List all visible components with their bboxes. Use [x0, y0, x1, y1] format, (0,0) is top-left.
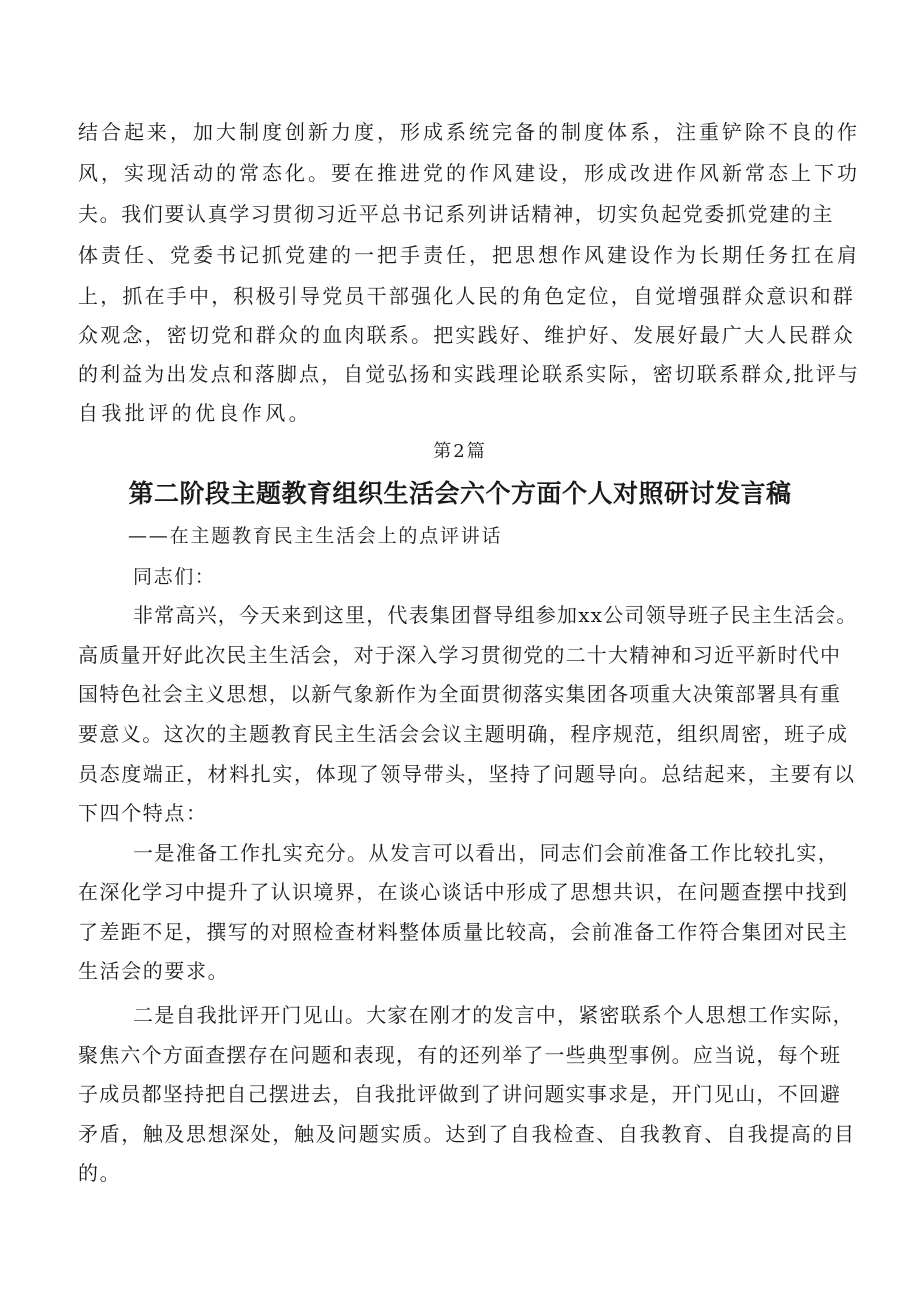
paragraph-3-line-4: 矛盾，触及思想深处，触及问题实质。达到了自我检查、自我教育、自我提高的目 — [78, 1122, 856, 1146]
document-title: 第二阶段主题教育组织生活会六个方面个人对照研讨发言稿 — [128, 479, 792, 508]
paragraph-1-line-5: 员态度端正，材料扎实，体现了领导带头，坚持了问题导向。总结起来，主要有以 — [78, 762, 856, 786]
continuation-line-2: 风，实现活动的常态化。要在推进党的作风建设，形成改进作风新常态上下功 — [78, 161, 860, 185]
continuation-line-5: 上，抓在手中，积极引导党员干部强化人民的角色定位，自觉增强群众意识和群 — [78, 284, 855, 308]
continuation-line-1: 结合起来，加大制度创新力度，形成系统完备的制度体系，注重铲除不良的作 — [78, 120, 860, 144]
document-subtitle: ——在主题教育民主生活会上的点评讲话 — [128, 525, 503, 547]
paragraph-2-line-2: 在深化学习中提升了认识境界，在谈心谈话中形成了思想共识，在问题查摆中找到 — [78, 880, 849, 904]
paragraph-3-line-1: 二是自我批评开门见山。大家在刚才的发言中，紧密联系个人思想工作实际， — [133, 1003, 854, 1027]
continuation-line-8: 自我批评的优良作风。 — [78, 401, 312, 425]
paragraph-3-line-5: 的。 — [78, 1161, 122, 1185]
paragraph-2-line-3: 了差距不足，撰写的对照检查材料整体质量比较高，会前准备工作符合集团对民主 — [78, 920, 849, 944]
continuation-line-6: 众观念，密切党和群众的血肉联系。把实践好、维护好、发展好最广大人民群众 — [78, 323, 855, 347]
continuation-line-3: 夫。我们要认真学习贯彻习近平总书记系列讲话精神，切实负起党委抓党建的主 — [78, 202, 834, 226]
paragraph-1-line-4: 要意义。这次的主题教育民主生活会会议主题明确，程序规范，组织周密，班子成 — [78, 722, 849, 746]
continuation-line-4: 体责任、党委书记抓党建的一把手责任，把思想作风建设作为长期任务扛在肩 — [78, 243, 860, 267]
section-mark: 第2篇 — [433, 441, 487, 462]
continuation-line-7: 的利益为出发点和落脚点，自觉弘扬和实践理论联系实际，密切联系群众,批评与 — [78, 362, 860, 386]
paragraph-1-line-1: 非常高兴，今天来到这里，代表集团督导组参加xx公司领导班子民主生活会。 — [133, 603, 858, 627]
paragraph-1-line-2: 高质量开好此次民主生活会，对于深入学习贯彻党的二十大精神和习近平新时代中 — [78, 643, 842, 667]
paragraph-1-line-6: 下四个特点： — [78, 801, 208, 825]
salutation: 同志们： — [133, 566, 216, 588]
paragraph-3-line-2: 聚焦六个方面查摆存在问题和表现，有的还列举了一些典型事例。应当说，每个班 — [78, 1043, 842, 1067]
paragraph-3-line-3: 子成员都坚持把自己摆进去，自我批评做到了讲问题实事求是，开门见山，不回避 — [78, 1082, 842, 1106]
paragraph-2-line-4: 生活会的要求。 — [78, 959, 230, 983]
paragraph-1-line-3: 国特色社会主义思想，以新气象新作为全面贯彻落实集团各项重大决策部署具有重 — [78, 682, 842, 706]
paragraph-2-line-1: 一是准备工作扎实充分。从发言可以看出，同志们会前准备工作比较扎实， — [133, 841, 840, 865]
